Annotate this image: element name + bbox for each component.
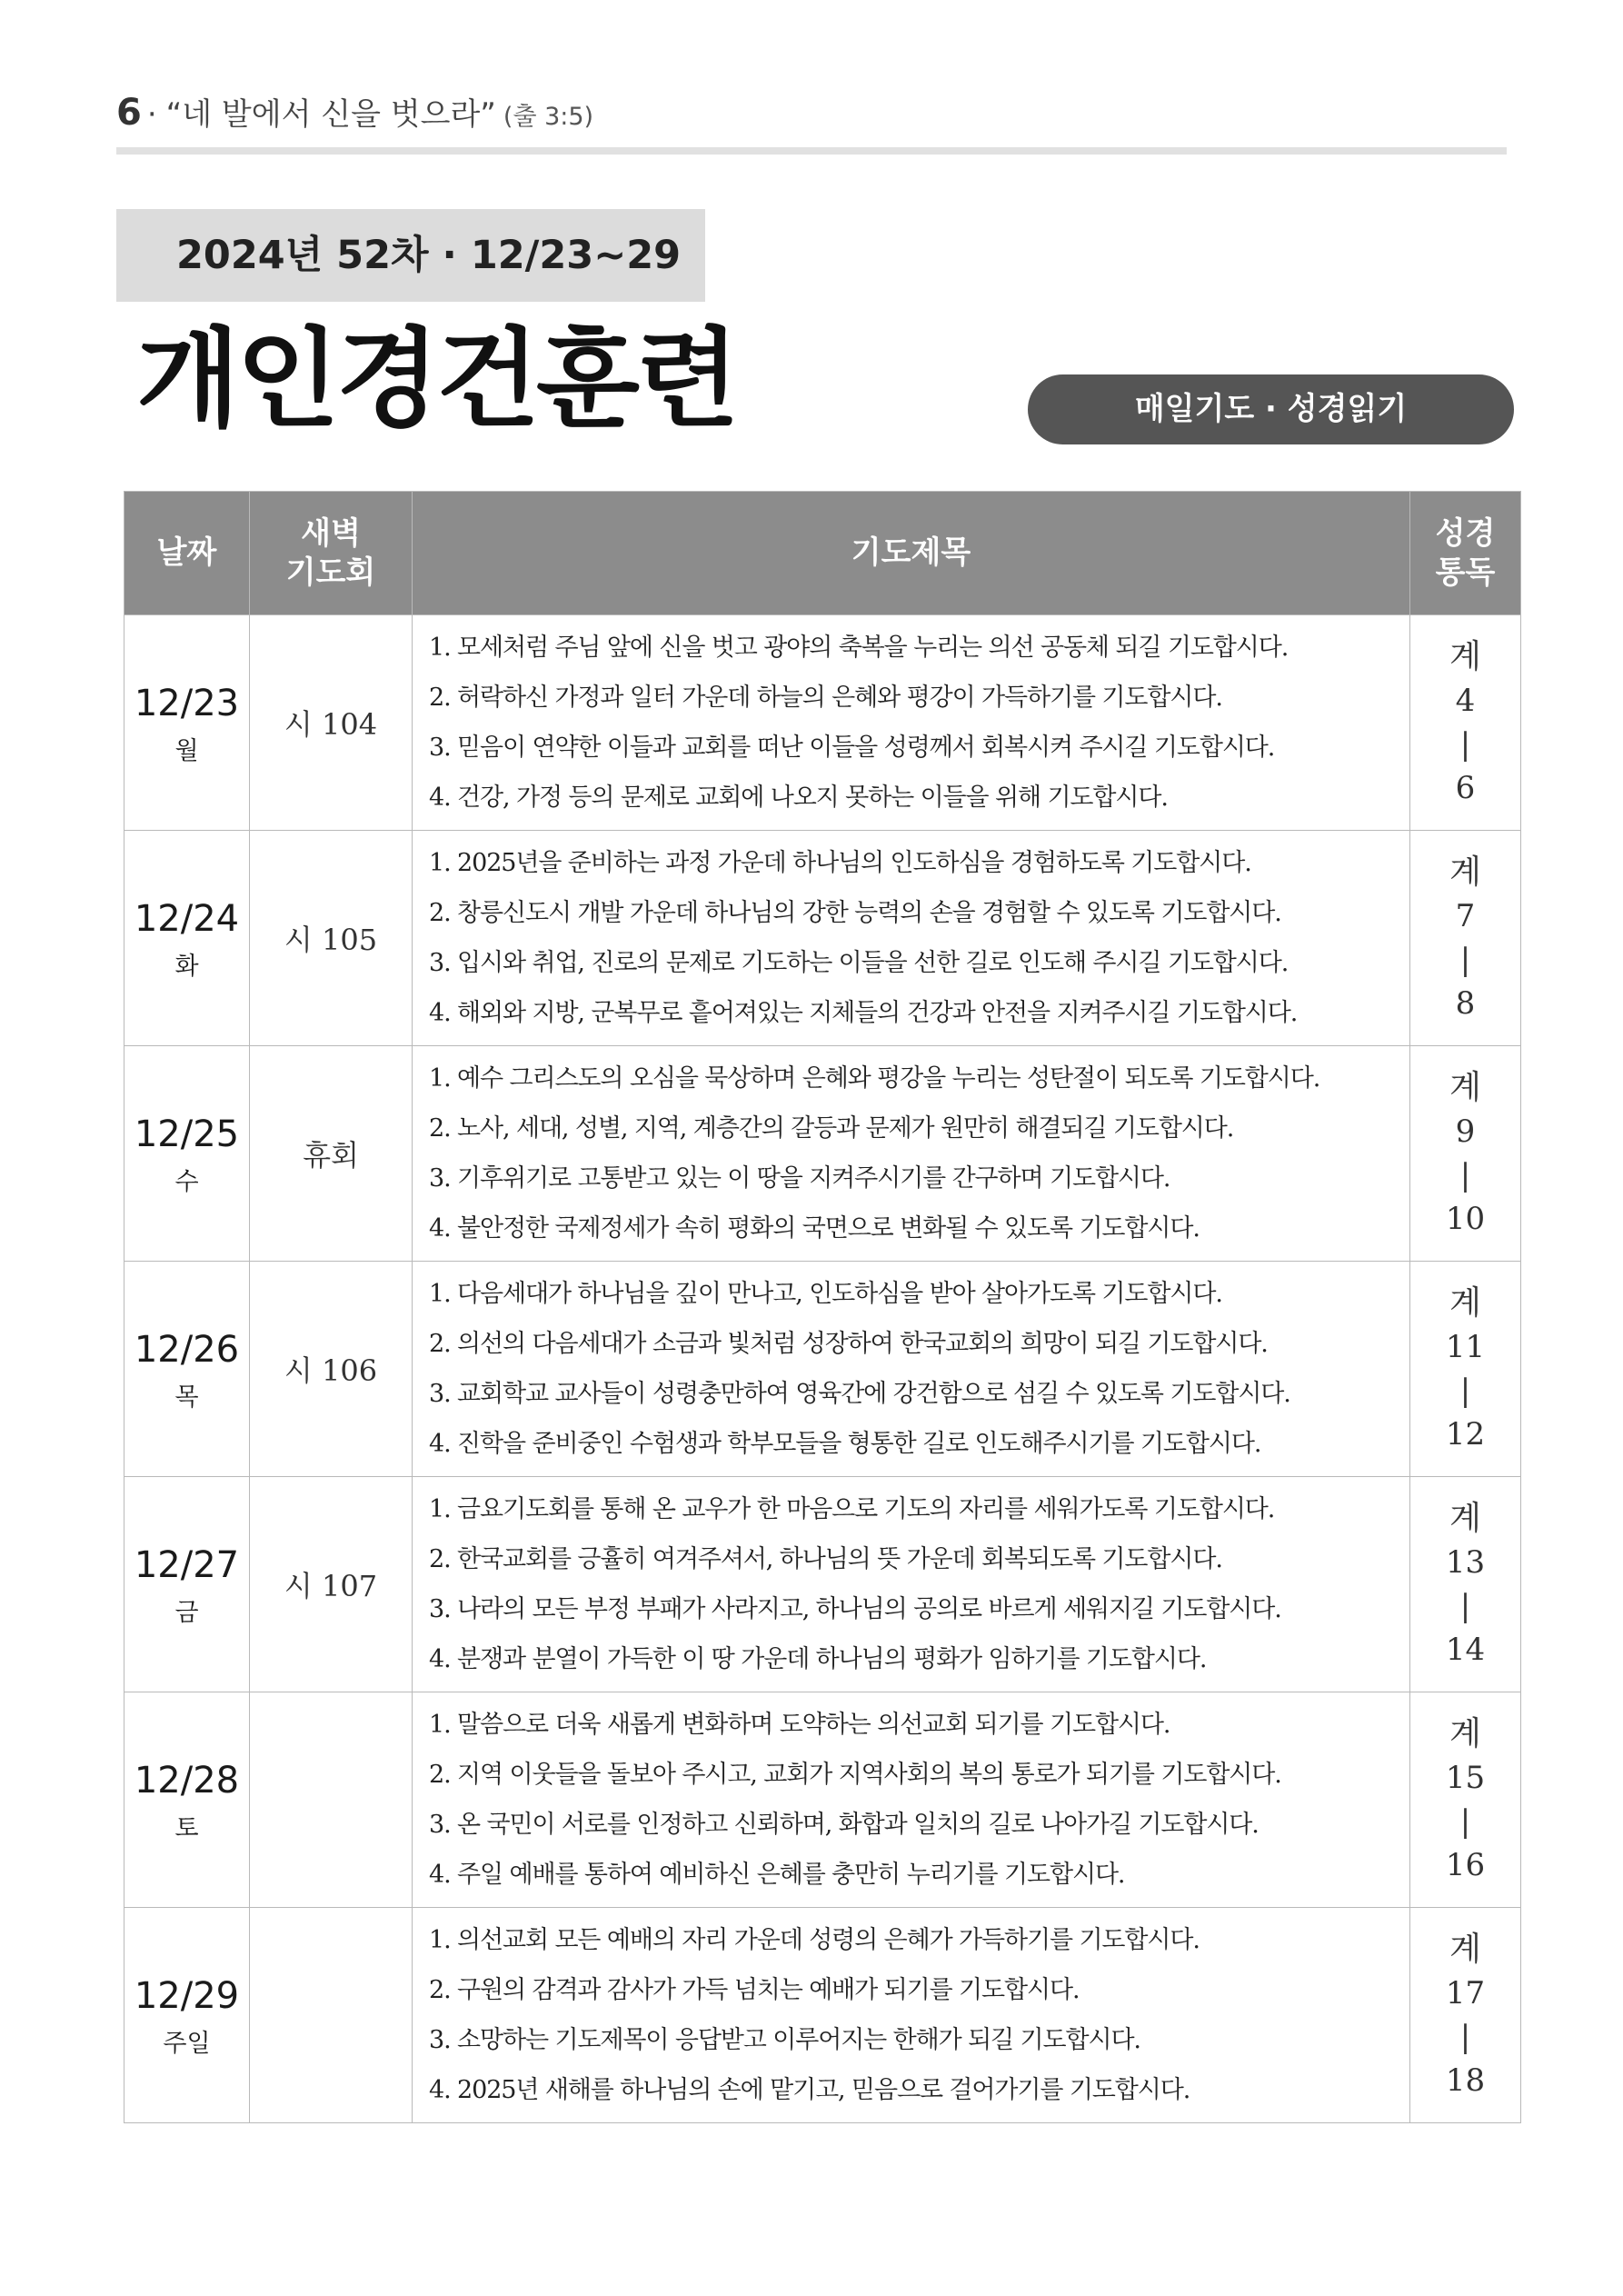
reading-book: 계 [1449,1715,1481,1752]
prayer-item: 2. 의선의 다음세대가 소금과 빛처럼 성장하여 한국교회의 희망이 되길 기도합시다. [429,1330,1268,1358]
prayer-item: 3. 기후위기로 고통받고 있는 이 땅을 지켜주시기를 간구하며 기도합시다. [429,1164,1170,1193]
week-label: 2024년 52차 · 12/23~29 [116,209,705,302]
date: 12/29 [134,1974,240,2017]
prayer-schedule-table [124,491,1521,2123]
date-cell [124,1262,250,1477]
header-date: 날짜 [124,492,250,615]
prayer-item: 3. 입시와 취업, 진로의 문제로 기도하는 이들을 선한 길로 인도해 주시길 기도합시다. [429,949,1289,977]
date: 12/25 [134,1113,240,1155]
reading-book: 계 [1449,1069,1481,1106]
reading-end-chapter: 14 [1445,1632,1486,1668]
prayer-item: 1. 다음세대가 하나님을 깊이 만나고, 인도하심을 받아 살아가도록 기도합시다. [429,1280,1222,1308]
weekday: 토 [174,1813,199,1842]
prayer-item: 2. 허락하신 가정과 일터 가운데 하늘의 은혜와 평강이 가득하기를 기도합시다. [429,684,1222,712]
reading-range-bar: | [1459,942,1471,978]
date: 12/28 [134,1759,240,1802]
bible-reading-cell [1410,1262,1521,1477]
dawn-prayer-cell [250,831,413,1046]
running-head-reference: (출 3:5) [503,103,594,131]
reading-start-chapter: 9 [1455,1113,1476,1150]
prayer-item: 2. 창릉신도시 개발 가운데 하나님의 강한 능력의 손을 경험할 수 있도록 기도합시다. [429,899,1281,927]
prayer-topics-cell [413,831,1410,1046]
running-head-separator: · [146,96,157,133]
reading-end-chapter: 8 [1455,985,1476,1022]
reading-range-bar: | [1459,1373,1471,1409]
dawn-prayer-cell [250,615,413,831]
prayer-topics-cell [413,1046,1410,1262]
reading-range-bar: | [1459,1588,1471,1624]
prayer-item: 4. 건강, 가정 등의 문제로 교회에 나오지 못하는 이들을 위해 기도합시다. [429,784,1168,812]
reading-end-chapter: 12 [1445,1416,1486,1452]
dawn-prayer-cell [250,1692,413,1908]
date: 12/24 [134,897,240,940]
dawn-prayer-cell [250,1908,413,2123]
page-number: 6 [116,92,142,134]
bible-reading-cell [1410,1477,1521,1692]
prayer-item: 1. 예수 그리스도의 오심을 묵상하며 은혜와 평강을 누리는 성탄절이 되도록 기도합시다. [429,1064,1320,1093]
reading-end-chapter: 18 [1445,2062,1486,2099]
prayer-item: 4. 불안정한 국제정세가 속히 평화의 국면으로 변화될 수 있도록 기도합시다. [429,1214,1200,1243]
dawn-prayer-cell [250,1477,413,1692]
date: 12/26 [134,1328,240,1371]
header-dawn-prayer: 새벽 기도회 [250,492,413,615]
prayer-item: 3. 믿음이 연약한 이들과 교회를 떠난 이들을 성령께서 회복시켜 주시길 기도합시다. [429,734,1275,762]
prayer-item: 2. 노사, 세대, 성별, 지역, 계층간의 갈등과 문제가 원만히 해결되길 기도합시다. [429,1114,1234,1143]
header-prayer-topics: 기도제목 [413,492,1410,615]
prayer-item: 4. 주일 예배를 통하여 예비하신 은혜를 충만히 누리기를 기도합시다. [429,1861,1125,1889]
date-cell [124,1908,250,2123]
prayer-item: 1. 모세처럼 주님 앞에 신을 벗고 광야의 축복을 누리는 의선 공동체 되길 기도합시다. [429,634,1289,662]
prayer-item: 3. 교회학교 교사들이 성령충만하여 영육간에 강건함으로 섬길 수 있도록 기도합시다. [429,1380,1290,1408]
prayer-item: 2. 지역 이웃들을 돌보아 주시고, 교회가 지역사회의 복의 통로가 되기를 기도합시다. [429,1761,1281,1789]
prayer-item: 3. 온 국민이 서로를 인정하고 신뢰하며, 화합과 일치의 길로 나아가길 기도합시다. [429,1811,1259,1839]
table-row [124,831,1521,1046]
reading-range-bar: | [1459,2019,1471,2055]
header-rule [116,147,1507,155]
weekday: 주일 [163,2029,211,2058]
date: 12/23 [134,682,240,724]
prayer-item: 2. 한국교회를 긍휼히 여겨주셔서, 하나님의 뜻 가운데 회복되도록 기도합시다. [429,1545,1222,1573]
prayer-item: 3. 소망하는 기도제목이 응답받고 이루어지는 한해가 되길 기도합시다. [429,2026,1140,2054]
table-row [124,615,1521,831]
reading-start-chapter: 17 [1445,1975,1486,2011]
prayer-item: 1. 의선교회 모든 예배의 자리 가운데 성령의 은혜가 가득하기를 기도합시다. [429,1926,1200,1954]
reading-book: 계 [1449,1931,1481,1968]
prayer-topics-cell [413,1262,1410,1477]
dawn-prayer-cell [250,1046,413,1262]
prayer-item: 3. 나라의 모든 부정 부패가 사라지고, 하나님의 공의로 바르게 세워지길 기도합시다. [429,1595,1281,1623]
dawn-prayer-passage: 시 105 [284,923,378,957]
bible-reading-cell [1410,1908,1521,2123]
weekday: 목 [174,1383,199,1412]
weekday: 월 [174,736,199,765]
dawn-prayer-passage: 시 104 [284,707,378,742]
reading-book: 계 [1449,854,1481,891]
prayer-item: 2. 구원의 감격과 감사가 가득 넘치는 예배가 되기를 기도합시다. [429,1976,1080,2004]
prayer-topics-cell [413,615,1410,831]
table-row [124,1262,1521,1477]
table-row [124,1477,1521,1692]
reading-start-chapter: 11 [1445,1329,1486,1365]
table-row [124,1046,1521,1262]
prayer-item: 4. 진학을 준비중인 수험생과 학부모들을 형통한 길로 인도해주시기를 기도합시다. [429,1430,1261,1458]
prayer-topics-cell [413,1692,1410,1908]
bible-reading-cell [1410,1046,1521,1262]
reading-book: 계 [1449,638,1481,675]
reading-book: 계 [1449,1284,1481,1322]
running-head [116,89,593,134]
prayer-topics-cell [413,1908,1410,2123]
table-row [124,1692,1521,1908]
bible-reading-cell [1410,831,1521,1046]
reading-start-chapter: 7 [1455,898,1476,934]
prayer-item: 1. 말씀으로 더욱 새롭게 변화하며 도약하는 의선교회 되기를 기도합시다. [429,1711,1170,1739]
prayer-item: 4. 2025년 새해를 하나님의 손에 맡기고, 믿음으로 걸어가기를 기도합시다. [429,2076,1190,2104]
dawn-prayer-cell [250,1262,413,1477]
table-row [124,1908,1521,2123]
prayer-topics-cell [413,1477,1410,1692]
reading-book: 계 [1449,1500,1481,1537]
dawn-prayer-passage: 시 106 [284,1353,378,1388]
section-badge: 매일기도 · 성경읽기 [1028,374,1514,444]
date-cell [124,831,250,1046]
weekday: 화 [174,952,199,981]
date: 12/27 [134,1543,240,1586]
weekday: 금 [174,1598,199,1627]
prayer-item: 4. 해외와 지방, 군복무로 흩어져있는 지체들의 건강과 안전을 지켜주시길 기도합시다. [429,999,1298,1027]
reading-start-chapter: 4 [1455,683,1476,719]
prayer-item: 1. 2025년을 준비하는 과정 가운데 하나님의 인도하심을 경험하도록 기도합시다. [429,849,1251,877]
reading-end-chapter: 16 [1445,1847,1486,1883]
dawn-prayer-passage: 시 107 [284,1569,378,1603]
weekday: 수 [174,1167,199,1196]
date-cell [124,1046,250,1262]
reading-end-chapter: 6 [1455,770,1476,806]
page-title: 개인경건훈련 [136,316,736,442]
prayer-item: 1. 금요기도회를 통해 온 교우가 한 마음으로 기도의 자리를 세워가도록 기도합시다. [429,1495,1275,1523]
bible-reading-cell [1410,615,1521,831]
bible-reading-cell [1410,1692,1521,1908]
date-cell [124,1477,250,1692]
reading-range-bar: | [1459,1157,1471,1193]
running-head-quote: “네 발에서 신을 벗으라” [165,96,496,133]
reading-range-bar: | [1459,1803,1471,1840]
reading-range-bar: | [1459,726,1471,763]
date-cell [124,615,250,831]
reading-start-chapter: 15 [1445,1760,1486,1796]
prayer-item: 4. 분쟁과 분열이 가득한 이 땅 가운데 하나님의 평화가 임하기를 기도합시다. [429,1645,1207,1673]
table-header-row [124,492,1521,615]
dawn-prayer-passage: 휴회 [303,1138,359,1173]
header-bible-reading: 성경 통독 [1410,492,1521,615]
reading-start-chapter: 13 [1445,1544,1486,1581]
reading-end-chapter: 10 [1445,1201,1486,1237]
date-cell [124,1692,250,1908]
